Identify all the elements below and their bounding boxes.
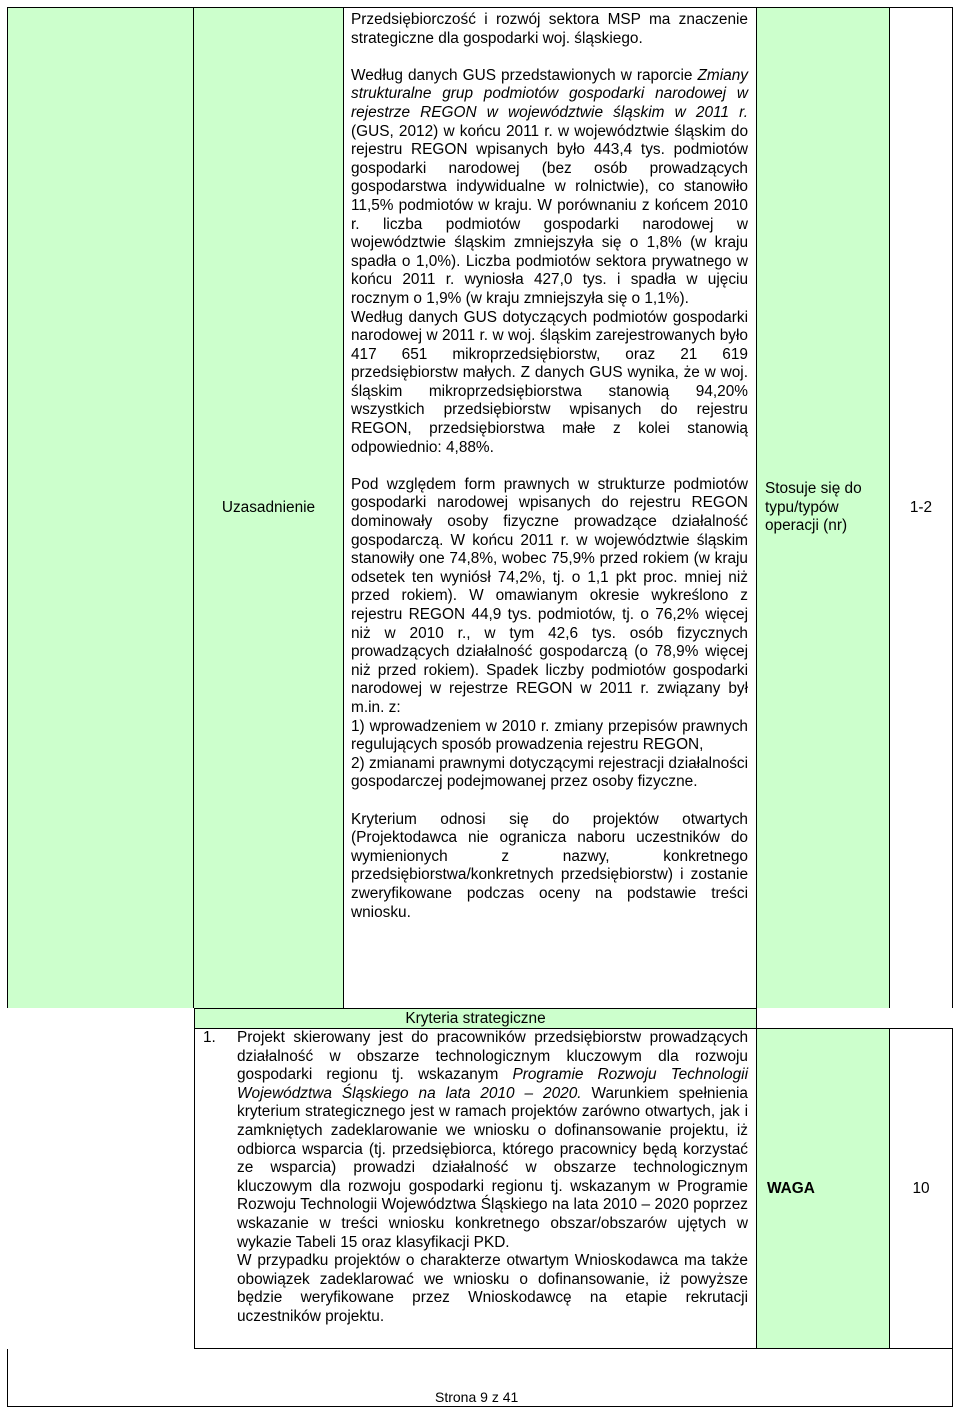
criterion-text (237, 1029, 748, 1252)
weight-label-cell (757, 1028, 890, 1349)
gus-report-title: Zmiany strukturalne grup podmiotów gospodarki narodowej w rejestrze REGON w województwie śląskim w 2011 r. (351, 66, 748, 121)
gus-intro: Według danych GUS przedstawionych w raporcie (351, 66, 698, 84)
weight-label: WAGA (767, 1179, 815, 1197)
criterion-text-a: Projekt skierowany jest do pracowników przedsiębiorstw prowadzących działalność w obszarze technologicznym kluczowym dla rozwoju gospodarki regionu tj. wskazanym (237, 1029, 748, 1084)
reason-1: 1) wprowadzeniem w 2010 r. zmiany przepisów prawnych regulujących sposób prowadzenia rejestru REGON, (351, 717, 748, 754)
gus-intro-rest: (GUS, 2012) w końcu 2011 r. w województwie śląskim do rejestru REGON wpisanych było 443,4 tys. podmiotów gospodarki narodowej (bez osób prowadzących gospodarstwa indywidualne w rolnictwie), co stanowiło 11,5% podmiotów w kraju. W porównaniu z końcem 2010 r. liczba podmiotów gospodarki narodowej w województwie śląskim zmniejszyła się o 1,8% (w kraju spadła o 1,0%). Liczba podmiotów sektora prywatnego w końcu 2011 r. wyniosła 427,0 tys. i spadła w ujęciu rocznym o 1,9% (w kraju zmniejszyła się o 1,1%). (351, 122, 748, 307)
row-label-cell (194, 7, 344, 1008)
operation-types-value: 1-2 (909, 499, 933, 516)
justification-paragraph-1 (351, 67, 748, 309)
operation-types-cell (890, 7, 953, 1008)
strategic-header: Kryteria strategiczne (405, 1009, 546, 1027)
criterion-text-b: Warunkiem spełnienia kryterium strategicznego jest w ramach projektów zarówno otwartych, jak i zamkniętych zadeklarowanie we wniosku o dofinansowanie projektu, iż odbiorca wsparcia (tj. przedsiębiorca, którego pracownicy będą korzystać ze wsparcia) prowadzi działalność w obszarze technologicznym kluczowym dla rozwoju gospodarki regionu tj. wskazanym w Programie Rozwoju Technologii Województwa Śląskiego na lata 2010 – 2020 poprzez wskazanie w treści wniosku konkretnego obszar/obszarów ujętych w wykazie Tabeli 15 oraz klasyfikacji PKD. (237, 1084, 748, 1251)
left-margin-cell (7, 7, 194, 1008)
justification-paragraph-4: Kryterium odnosi się do projektów otwartych (Projektodawca nie ogranicza naboru uczestników do wymienionych z nazwy, konkretnego przedsiębiorstwa/konkretnych przedsiębiorstw) i zostanie zweryfikowane podczas oceny na podstawie treści wniosku. (351, 810, 748, 921)
reason-2: 2) zmianami prawnymi dotyczącymi rejestracji działalności gospodarczej podejmowanej przez osoby fizyczne. (351, 754, 748, 791)
page-number: Strona 9 z 41 (435, 1389, 519, 1405)
strategic-header-cell (194, 1008, 757, 1028)
program-title: Programie Rozwoju Technologii Województwa Śląskiego na lata 2010 – 2020. (237, 1066, 748, 1102)
criterion-text-c: W przypadku projektów o charakterze otwartym Wnioskodawca ma także obowiązek zadeklarować we wniosku o dofinansowanie, iż powyższe będzie weryfikowane przez Wnioskodawcę na etapie rekrutacji uczestników projektu. (237, 1252, 748, 1325)
weight-value-cell (890, 1028, 953, 1349)
justification-heading: Przedsiębiorczość i rozwój sektora MSP ma znaczenie strategiczne dla gospodarki woj. śląskiego. (351, 11, 748, 47)
strategic-criterion-cell (194, 1028, 757, 1349)
justification-paragraph-2: Według danych GUS dotyczących podmiotów gospodarki narodowej w 2011 r. w woj. śląskim zarejestrowanych było 417 651 mikroprzedsiębiorstw, oraz 21 619 przedsiębiorstw małych. Z danych GUS wynika, że w woj. śląskim mikroprzedsiębiorstwa stanowią 94,20% wszystkich przedsiębiorstw wpisanych do rejestru REGON, przedsiębiorstwa małe z kolei stanowią odpowiednio: 4,88%. (351, 308, 748, 456)
justification-cell (344, 7, 757, 1008)
justification-paragraph-3: Pod względem form prawnych w strukturze podmiotów gospodarki narodowej wpisanych do rejestru REGON dominowały osoby fizyczne prowadzące działalność gospodarczą. W końcu 2011 r. w województwie śląskim stanowiły one 74,8%, wobec 75,9% przed rokiem (w kraju odsetek ten wyniósł 74,2%, tj. o 1,1 pkt proc. mniej niż przed rokiem). W omawianym okresie wykreślono z rejestru REGON 44,9 tys. podmiotów, tj. o 76,2% więcej niż w 2010 r., w tym 42,6 tys. osób fizycznych prowadzących działalność gospodarczą (o 78,9% więcej niż przed rokiem). Spadek liczby podmiotów gospodarki narodowej w rejestrze REGON w 2011 r. związany był m.in. z: (351, 475, 748, 716)
applies-to-cell (757, 7, 890, 1008)
criterion-number: 1. (203, 1029, 216, 1046)
weight-value: 10 (912, 1179, 930, 1197)
applies-to-label: Stosuje się do typu/typów operacji (nr) (765, 480, 862, 535)
row-label: Uzasadnienie (221, 499, 316, 516)
